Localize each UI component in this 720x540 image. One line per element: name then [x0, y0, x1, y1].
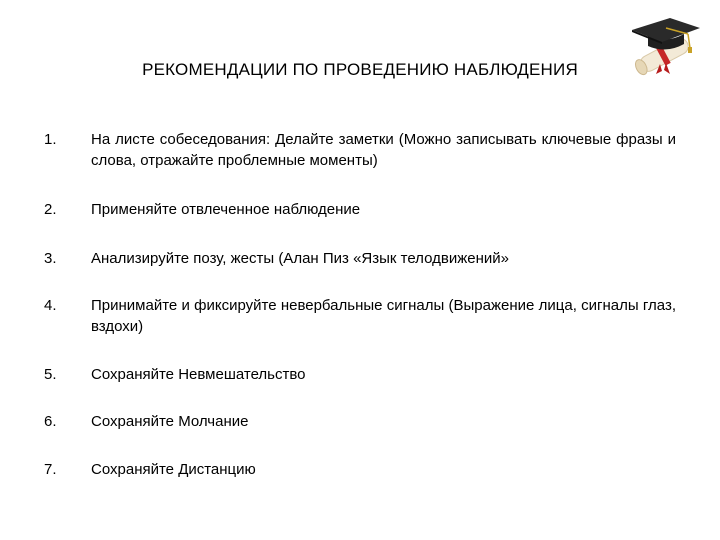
page-title: РЕКОМЕНДАЦИИ ПО ПРОВЕДЕНИЮ НАБЛЮДЕНИЯ — [142, 60, 578, 79]
list-item-number: 6. — [44, 413, 57, 430]
list-item-text: На листе собеседования: Делайте заметки (Можно записывать ключевые фразы и слова, отражайте проблемные моменты) — [91, 131, 676, 169]
list-item-number: 7. — [44, 461, 57, 478]
list-item-number: 2. — [44, 201, 57, 218]
list-item-number: 3. — [44, 250, 57, 267]
list-item-text: Принимайте и фиксируйте невербальные сигналы (Выражение лица, сигналы глаз, вздохи) — [91, 297, 676, 335]
list-item-number: 1. — [44, 131, 57, 148]
list-item-text: Сохраняйте Дистанцию — [91, 461, 256, 478]
list-item-text: Анализируйте позу, жесты (Алан Пиз «Язык телодвижений» — [91, 250, 509, 267]
list-item-text: Сохраняйте Молчание — [91, 413, 249, 430]
graduation-cap-icon — [626, 14, 702, 76]
list-item-text: Применяйте отвлеченное наблюдение — [91, 201, 361, 218]
list-item-number: 4. — [44, 297, 57, 314]
list-item-text: Сохраняйте Невмешательство — [91, 366, 306, 383]
list-item-number: 5. — [44, 366, 57, 383]
